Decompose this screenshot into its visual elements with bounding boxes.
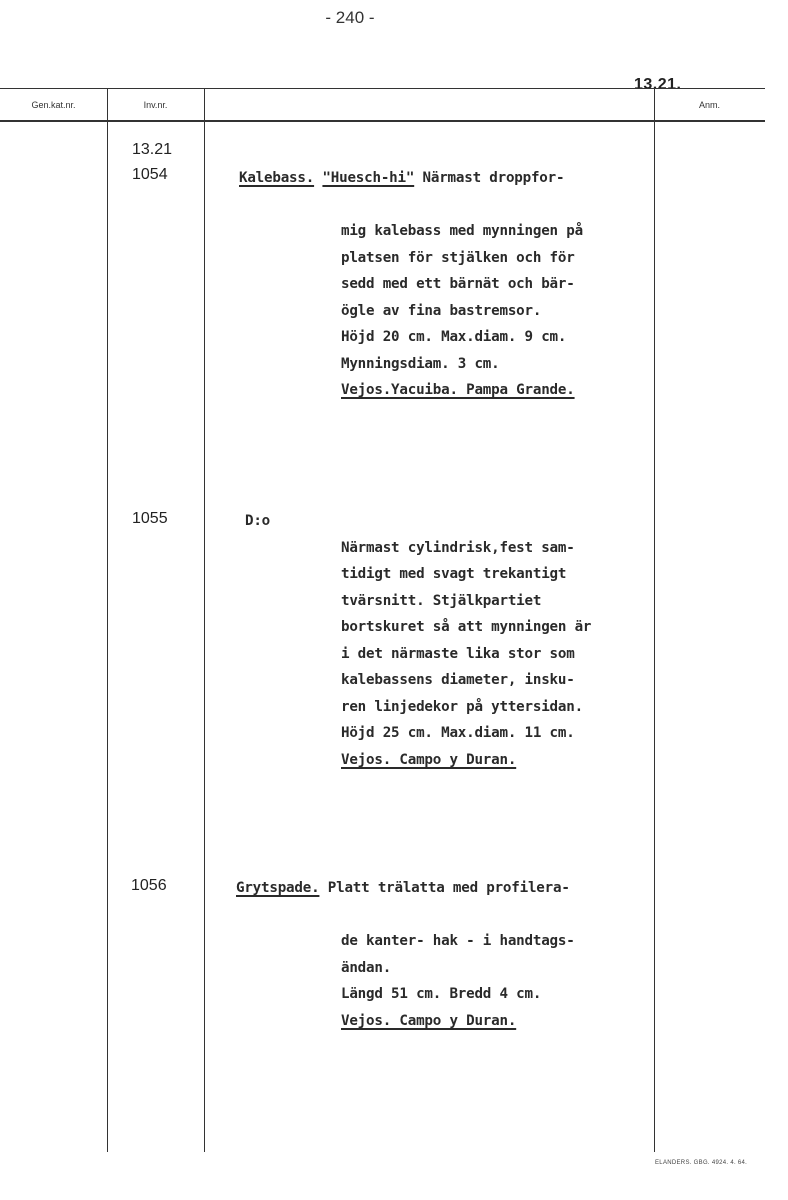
- description-line: Mynningsdiam. 3 cm.: [341, 355, 500, 372]
- description-line: tvärsnitt. Stjälkpartiet: [341, 592, 542, 609]
- entry-title: Kalebass.: [239, 170, 315, 186]
- description-line: ögle av fina bastremsor.: [341, 302, 542, 319]
- column-divider-invnr: [204, 88, 205, 1152]
- entry-title: Grytspade.: [236, 880, 320, 896]
- column-divider-anm: [654, 88, 655, 1152]
- entry-description: [341, 192, 583, 431]
- description-line: mig kalebass med mynningen på: [341, 223, 583, 239]
- description-line: kalebassens diameter, insku-: [341, 672, 575, 688]
- description-line: Närmast droppfor-: [414, 170, 565, 186]
- description-line: bortskuret så att mynningen är: [341, 619, 592, 635]
- description-line: Platt trälatta med profilera-: [319, 880, 570, 896]
- description-line: Längd 51 cm. Bredd 4 cm.: [341, 986, 542, 1002]
- catalog-code: 13.21.: [634, 76, 682, 93]
- description-line: platsen för stjälken och för: [341, 249, 575, 266]
- description-line: sedd med ett bärnät och bär-: [341, 276, 575, 292]
- inv-nr: 1054: [132, 166, 168, 183]
- entry-title: D:o: [245, 513, 271, 529]
- description-line: de kanter- hak - i handtags-: [341, 933, 575, 949]
- description-line: Närmast cylindrisk,fest sam-: [341, 539, 575, 556]
- table-header-rule: [0, 120, 765, 122]
- description-line: ändan.: [341, 959, 392, 976]
- column-divider-genkat: [107, 88, 108, 1152]
- description-line: tidigt med svagt trekantigt: [341, 566, 567, 582]
- page-number: - 240 -: [325, 8, 375, 27]
- header-gen-kat-nr: Gen.kat.nr.: [31, 100, 76, 110]
- description-line: i det närmaste lika stor som: [341, 645, 575, 662]
- entry-native-name: "Huesch-hi": [322, 170, 415, 186]
- inv-nr: 1055: [132, 510, 168, 527]
- description-line: Höjd 20 cm. Max.diam. 9 cm.: [341, 329, 567, 345]
- entry-first-line: [239, 165, 564, 192]
- group-code: 13.21: [132, 141, 173, 158]
- entry-locality: Vejos. Campo y Duran.: [341, 1012, 517, 1029]
- table-top-rule: [0, 88, 765, 89]
- entry-locality: Vejos. Campo y Duran.: [341, 751, 517, 768]
- description-line: Höjd 25 cm. Max.diam. 11 cm.: [341, 725, 575, 741]
- inv-nr: 1056: [131, 877, 167, 894]
- header-inv-nr: Inv.nr.: [143, 100, 168, 110]
- entry-locality: Vejos.Yacuiba. Pampa Grande.: [341, 382, 575, 398]
- entry-description: [341, 902, 575, 1061]
- description-line: ren linjedekor på yttersidan.: [341, 698, 583, 715]
- entry-description: [341, 508, 591, 800]
- printer-imprint: ELANDERS. GBG. 4924. 4. 64.: [655, 1160, 748, 1166]
- entry-first-line: [236, 875, 570, 902]
- header-anm: Anm.: [698, 100, 720, 110]
